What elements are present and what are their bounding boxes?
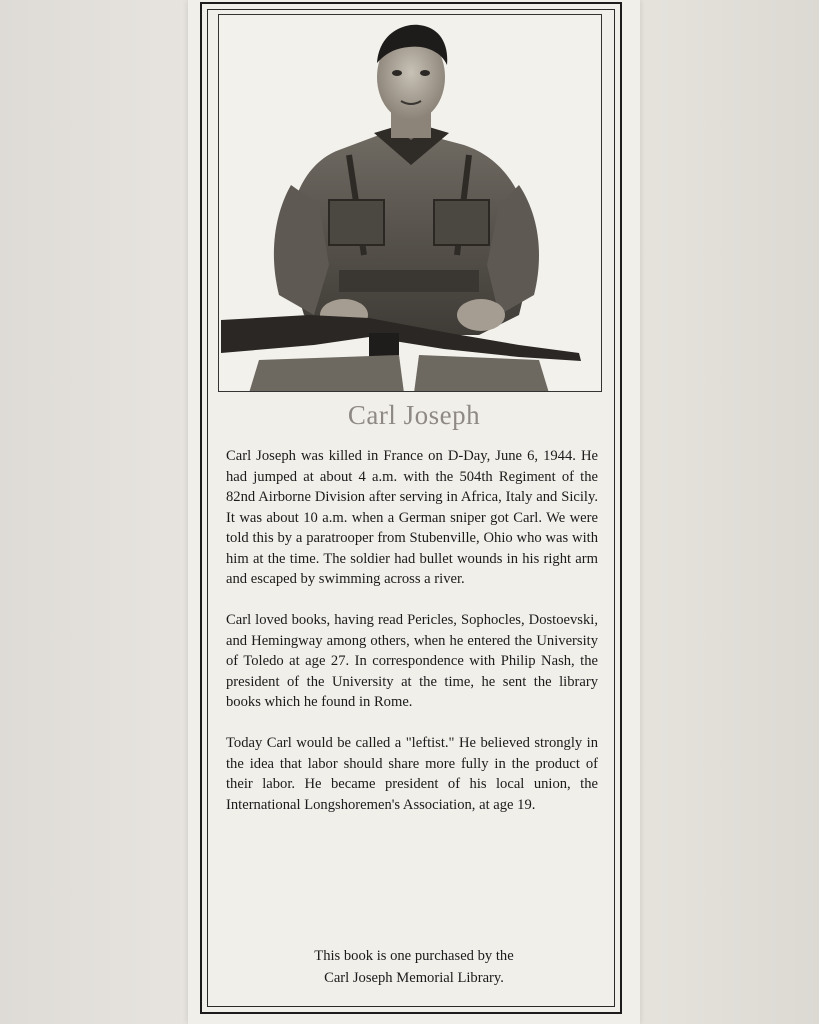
biography-paragraph-2: Carl loved books, having read Pericles, Sophocles, Dostoevski, and Hemingway among others, when he entered the University of Toledo at age 27. In correspondence with Philip Nash, the president of the University at the time, he sent the library books which he found in Rome.: [226, 612, 598, 710]
biography-text: [226, 446, 598, 836]
soldier-portrait-illustration: [219, 15, 602, 392]
footer-line-2: Carl Joseph Memorial Library.: [324, 970, 504, 986]
memorial-name: Carl Joseph: [347, 400, 481, 430]
memorial-bookmark: [188, 0, 640, 1024]
biography-paragraph-3: Today Carl would be called a "leftist." He believed strongly in the idea that labor should share more fully in the product of their labor. He became president of his local union, the International Longshoremen's Association, at age 19.: [226, 735, 598, 813]
biography-paragraph-1: Carl Joseph was killed in France on D-Day, June 6, 1944. He had jumped at about 4 a.m. with the 504th Regiment of the 82nd Airborne Division after serving in Africa, Italy and Sicily. It was about 10 a.m. when a German sniper got Carl. We were told this by a paratrooper from Stubenville, Ohio who was with him at the time. The soldier had bullet wounds in his right arm and escaped by swimming across a river.: [226, 448, 598, 587]
footer-line-1: This book is one purchased by the: [314, 948, 514, 964]
library-footer: [188, 945, 640, 989]
soldier-portrait-photo: [218, 14, 602, 392]
